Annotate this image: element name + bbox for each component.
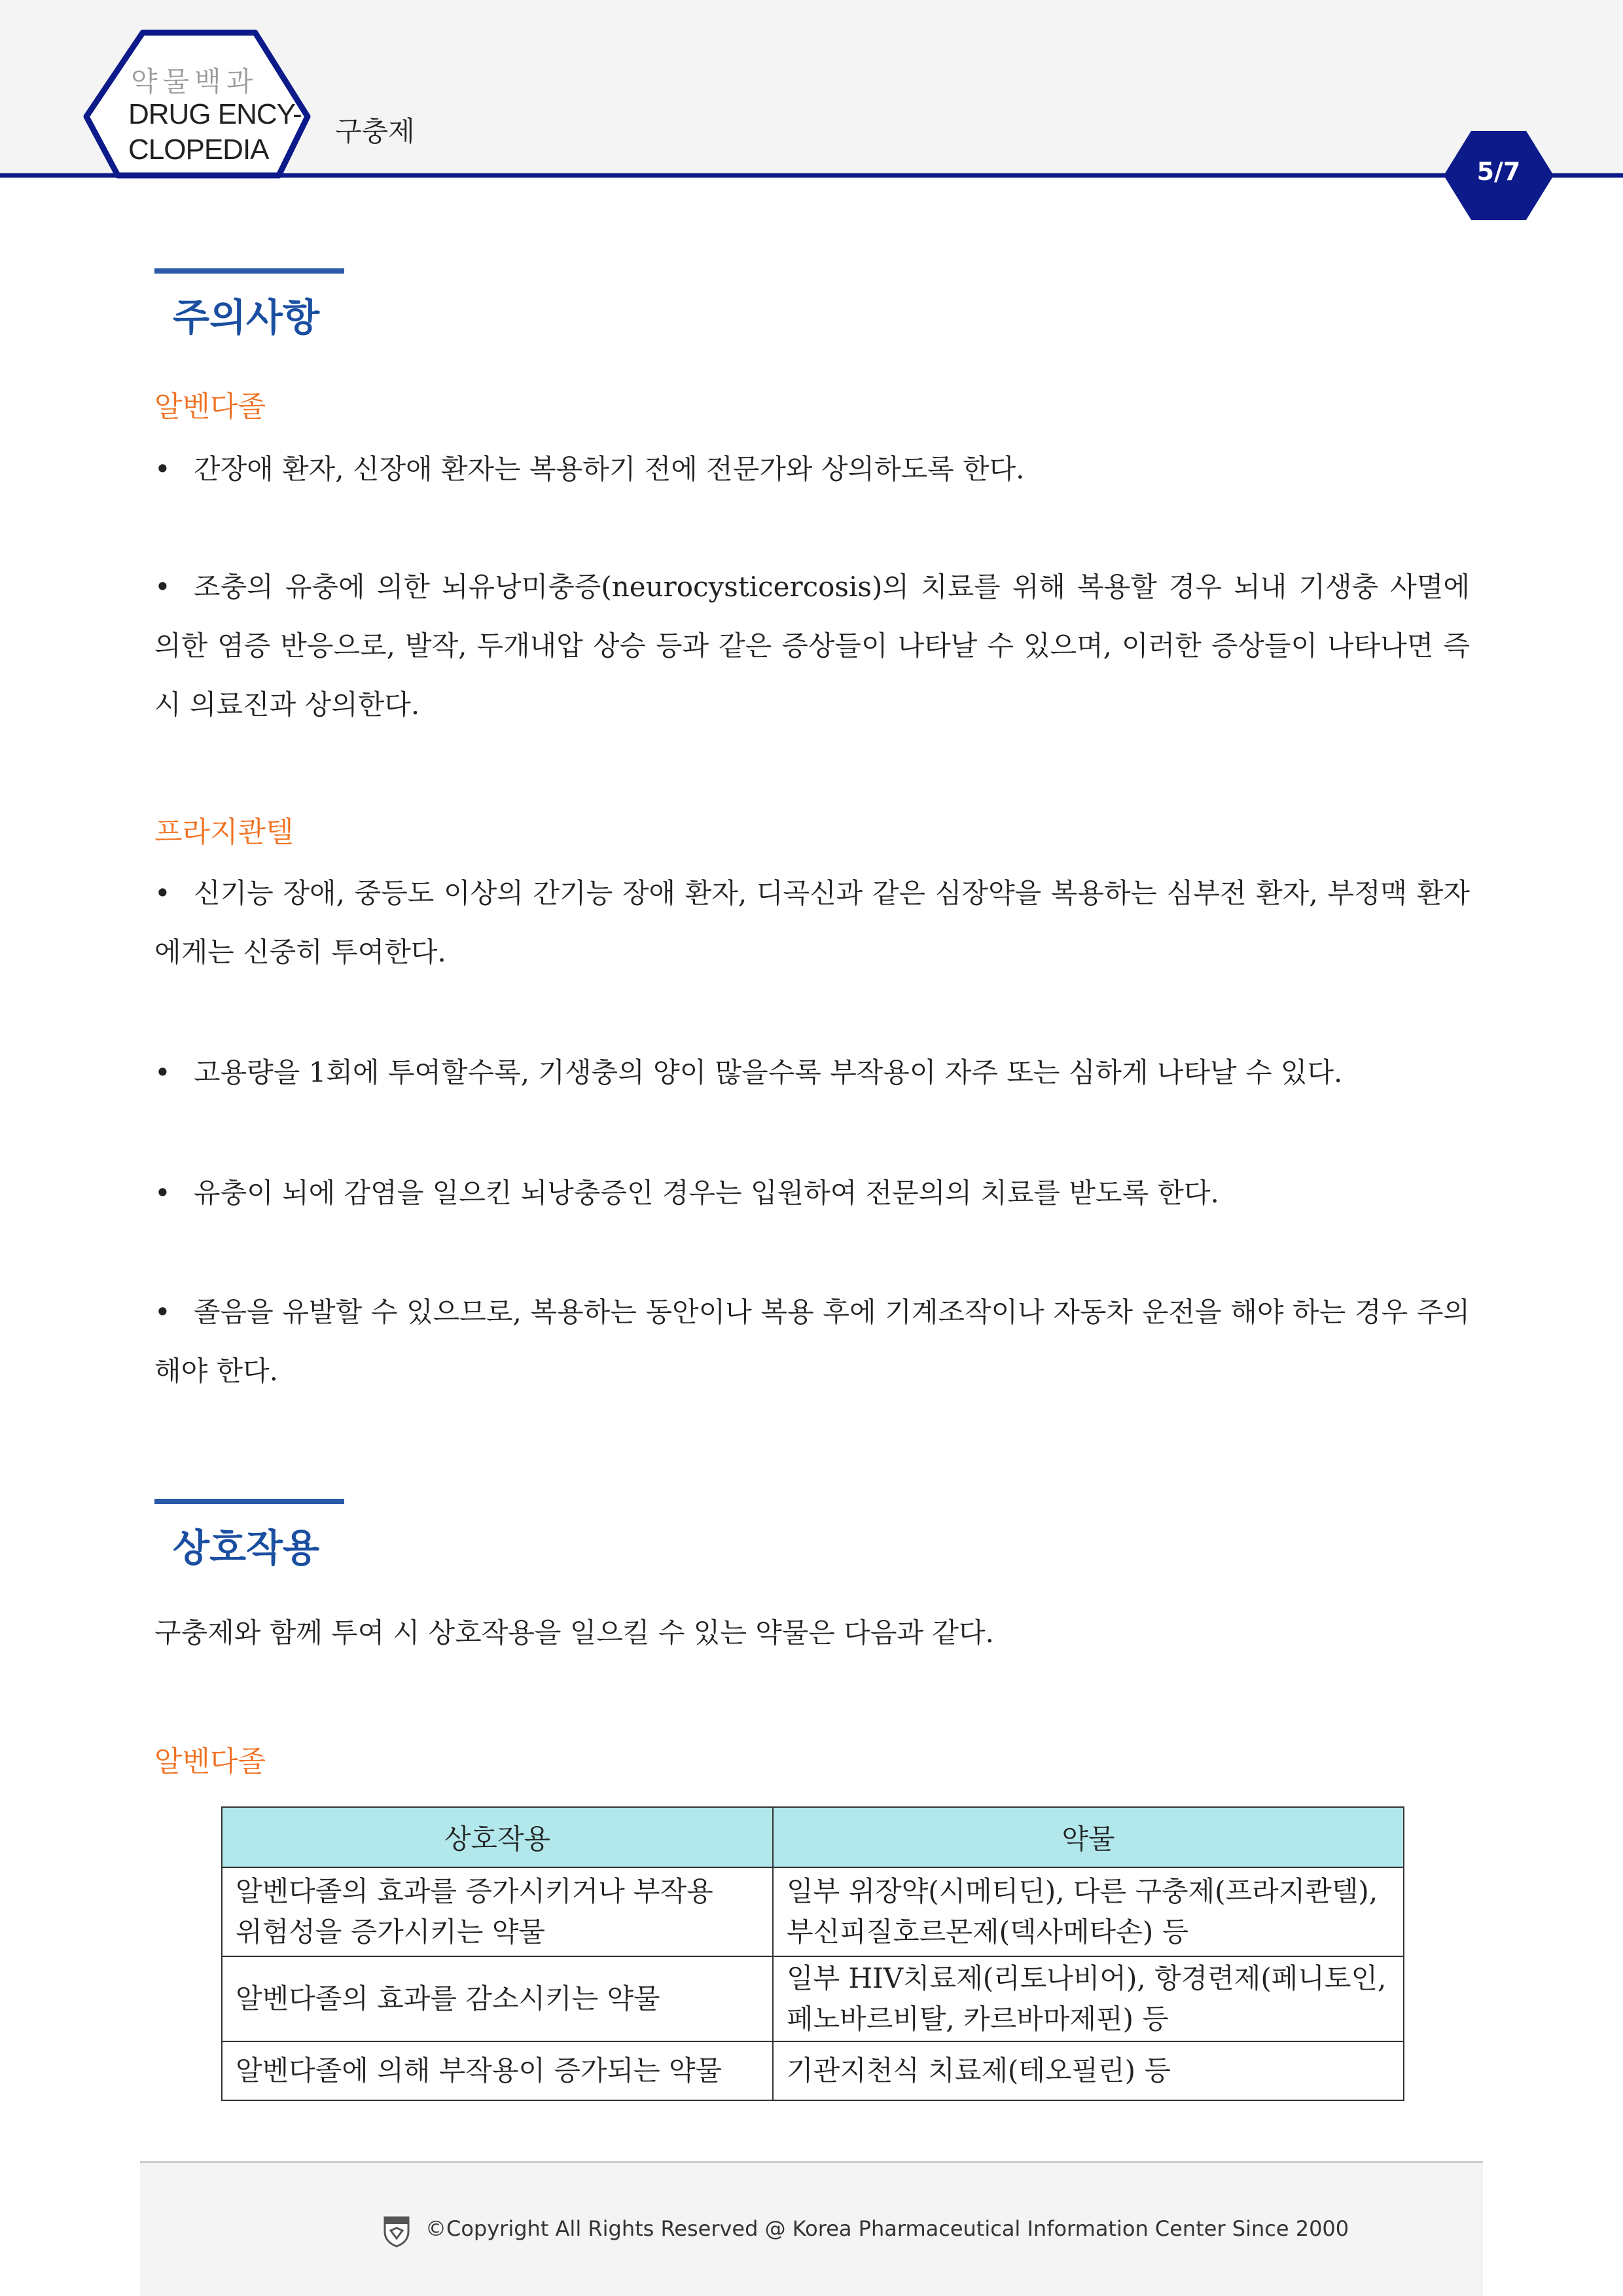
cell-line: 알벤다졸의 효과를 감소시키는 약물 xyxy=(236,1982,660,2015)
logo-english-line1: DRUG ENCY- xyxy=(128,98,302,130)
cell-line: 기관지천식 치료제(테오필린) 등 xyxy=(787,2054,1171,2087)
section-title: 주의사항 xyxy=(173,295,320,340)
section-interactions-heading xyxy=(154,1499,344,1572)
drug-name-albendazole: 알벤다졸 xyxy=(154,390,266,423)
bullet-dot: • xyxy=(154,877,171,909)
table-cell-drugs xyxy=(773,1867,1404,1956)
section-precautions-heading xyxy=(154,268,344,342)
bullet-dot: • xyxy=(154,1056,171,1088)
logo-english-text xyxy=(128,97,302,168)
bullet-text: 신기능 장애, 중등도 이상의 간기능 장애 환자, 디곡신과 같은 심장약을 복용하는 심부전 환자, 부정맥 환자에게는 신중히 투여한다. xyxy=(154,877,1470,968)
table-header-row xyxy=(222,1807,1404,1867)
table-row xyxy=(222,1956,1404,2041)
table-header-drug: 약물 xyxy=(773,1807,1404,1867)
bullet-text: 고용량을 1회에 투여할수록, 기생충의 양이 많을수록 부작용이 자주 또는 심하게 나타날 수 있다. xyxy=(194,1056,1343,1088)
bullet-text: 조충의 유충에 의한 뇌유낭미충증(neurocysticercosis)의 치료를 위해 복용할 경우 뇌내 기생충 사멸에 의한 염증 반응으로, 발작, 두개내압 상승 등과 같은 증상들이 나타날 수 있으며, 이러한 증상들이 나타나면 즉시 의료진과 상의한다. xyxy=(154,571,1470,721)
interactions-intro: 구충제와 함께 투여 시 상호작용을 일으킬 수 있는 약물은 다음과 같다. xyxy=(154,1617,994,1649)
bullet-dot: • xyxy=(154,1296,171,1328)
table-header-interaction: 상호작용 xyxy=(222,1807,773,1867)
bullet-item xyxy=(154,1043,1470,1102)
table-row xyxy=(222,2041,1404,2100)
drug-name-albendazole: 알벤다졸 xyxy=(154,1745,266,1778)
cell-line: 위험성을 증가시키는 약물 xyxy=(236,1916,545,1948)
table-cell-effect xyxy=(222,2041,773,2100)
document-title: 구충제 xyxy=(335,115,415,147)
section-bar xyxy=(154,268,344,274)
bullet-text: 유충이 뇌에 감염을 일으킨 뇌낭충증인 경우는 입원하여 전문의의 치료를 받도록 한다. xyxy=(194,1177,1219,1209)
footer-copyright: ©Copyright All Rights Reserved @ Korea Pharmaceutical Information Center Since 2000 xyxy=(425,2216,1349,2241)
section-title: 상호작용 xyxy=(173,1526,320,1570)
table-cell-drugs xyxy=(773,2041,1404,2100)
interactions-table xyxy=(221,1806,1404,2101)
cell-line: 알벤다졸의 효과를 증가시키거나 부작용 xyxy=(236,1875,713,1907)
bullet-text: 간장애 환자, 신장애 환자는 복용하기 전에 전문가와 상의하도록 한다. xyxy=(194,453,1025,485)
table-cell-effect xyxy=(222,1956,773,2041)
bullet-dot: • xyxy=(154,1177,171,1209)
logo-english-line2: CLOPEDIA xyxy=(128,134,269,166)
cell-line: 알벤다졸에 의해 부작용이 증가되는 약물 xyxy=(236,2054,722,2087)
bullet-item xyxy=(154,558,1470,734)
bullet-item xyxy=(154,1164,1470,1223)
drug-name-praziquantel: 프라지콴텔 xyxy=(154,816,294,849)
bullet-item xyxy=(154,864,1470,982)
kpic-emblem-icon xyxy=(383,2215,410,2248)
table-cell-drugs xyxy=(773,1956,1404,2041)
cell-line: 일부 위장약(시메티딘), 다른 구충제(프라지콴텔), xyxy=(787,1875,1378,1907)
cell-line: 일부 HIV치료제(리토나비어), 항경련제(페니토인, xyxy=(787,1962,1387,1994)
bullet-text: 졸음을 유발할 수 있으므로, 복용하는 동안이나 복용 후에 기계조작이나 자동차 운전을 해야 하는 경우 주의해야 한다. xyxy=(154,1296,1470,1387)
bullet-item xyxy=(154,440,1470,499)
bullet-dot: • xyxy=(154,571,171,603)
section-bar xyxy=(154,1499,344,1504)
table-cell-effect xyxy=(222,1867,773,1956)
cell-line: 부신피질호르몬제(덱사메타손) 등 xyxy=(787,1916,1189,1948)
page-number: 5/7 xyxy=(1476,157,1521,186)
bullet-item xyxy=(154,1283,1470,1401)
table-row xyxy=(222,1867,1404,1956)
bullet-dot: • xyxy=(154,453,171,485)
cell-line: 페노바르비탈, 카르바마제핀) 등 xyxy=(787,2003,1169,2035)
logo-korean-text: 약물백과 xyxy=(131,65,259,98)
